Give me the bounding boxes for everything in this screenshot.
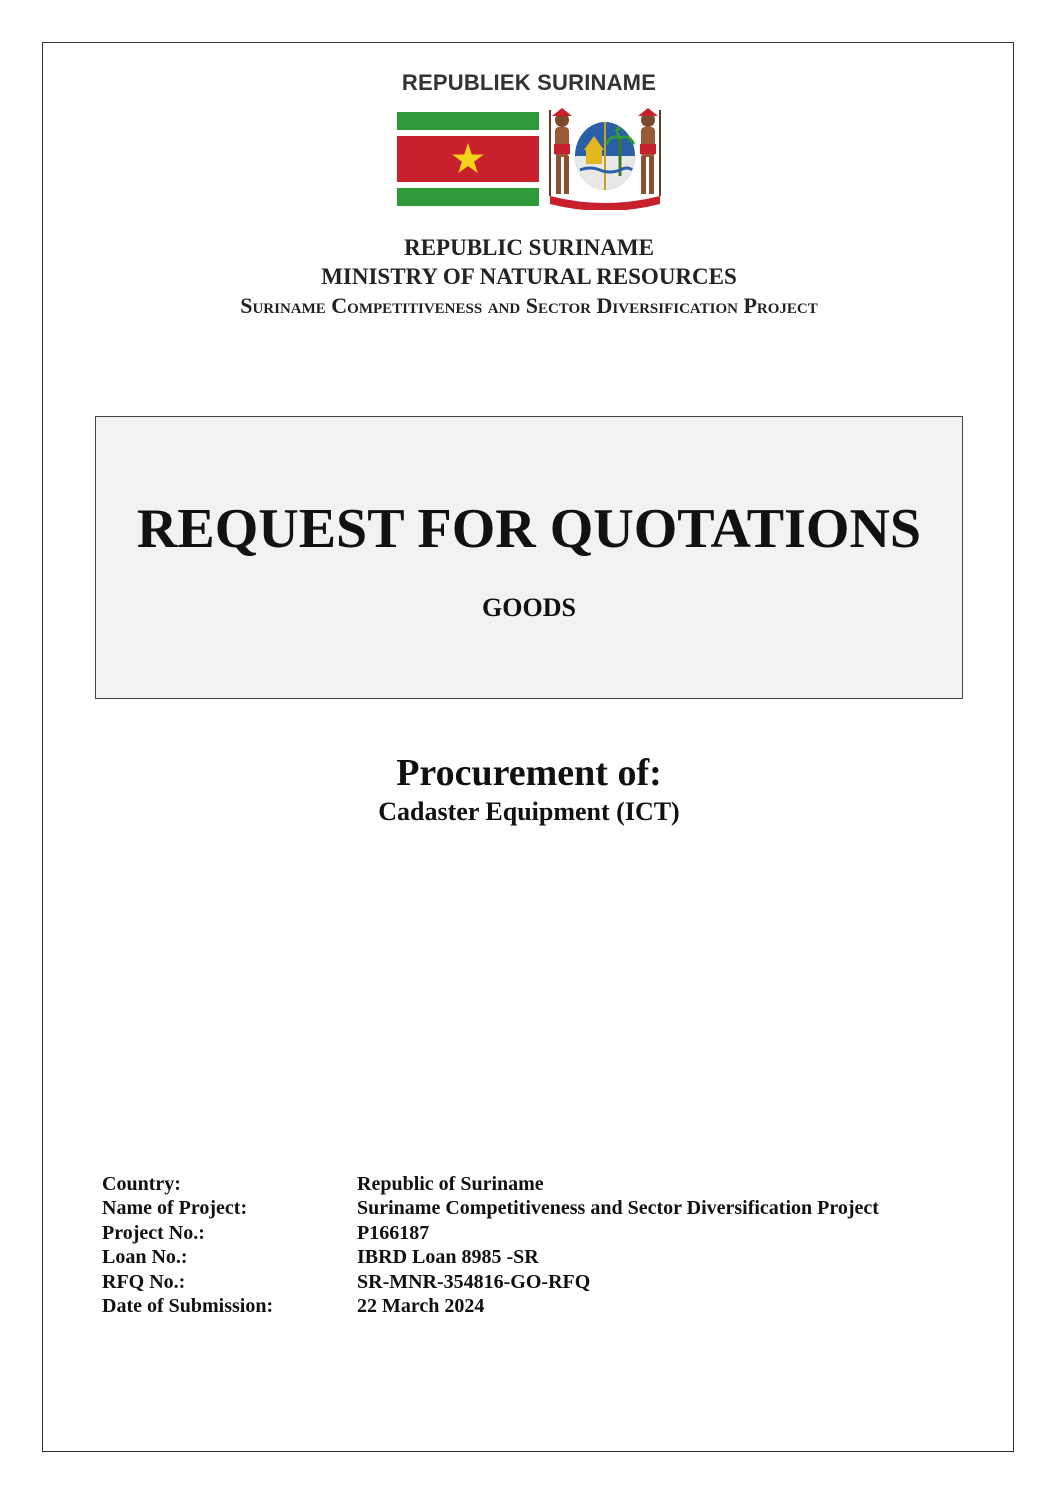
detail-label: RFQ No.: [102,1270,186,1293]
detail-value: SR-MNR-354816-GO-RFQ [357,1270,591,1293]
detail-value: IBRD Loan 8985 -SR [357,1246,539,1269]
project-heading: Suriname Competitiveness and Sector Diversification Project [240,293,818,318]
header-block [0,233,1058,320]
detail-row [102,1196,879,1220]
logo-text: REPUBLIEK SURINAME [401,70,657,95]
detail-value: Suriname Competitiveness and Sector Diversification Project [357,1197,879,1220]
detail-label: Country: [102,1173,181,1195]
detail-row [102,1172,879,1196]
detail-label: Loan No.: [102,1246,188,1269]
detail-label: Name of Project: [102,1197,248,1220]
title-box [95,416,963,699]
ministry-heading: MINISTRY OF NATURAL RESOURCES [321,264,737,289]
detail-row [102,1221,879,1245]
procurement-item: Cadaster Equipment (ICT) [378,797,680,826]
document-subtitle: GOODS [482,593,576,622]
document-title: REQUEST FOR QUOTATIONS [136,498,922,560]
procurement-block [0,750,1058,828]
detail-value: Republic of Suriname [357,1173,544,1195]
detail-label: Project No.: [102,1221,205,1244]
detail-label: Date of Submission: [102,1294,274,1317]
detail-row [102,1294,879,1318]
detail-row [102,1270,879,1294]
coat-of-arms-icon [544,106,666,210]
suriname-flag-icon [397,110,539,208]
detail-value: P166187 [357,1221,430,1244]
country-heading: REPUBLIC SURINAME [404,235,654,260]
detail-value: 22 March 2024 [357,1294,485,1317]
details-table [102,1172,879,1318]
procurement-heading: Procurement of: [396,752,662,794]
detail-row [102,1245,879,1269]
